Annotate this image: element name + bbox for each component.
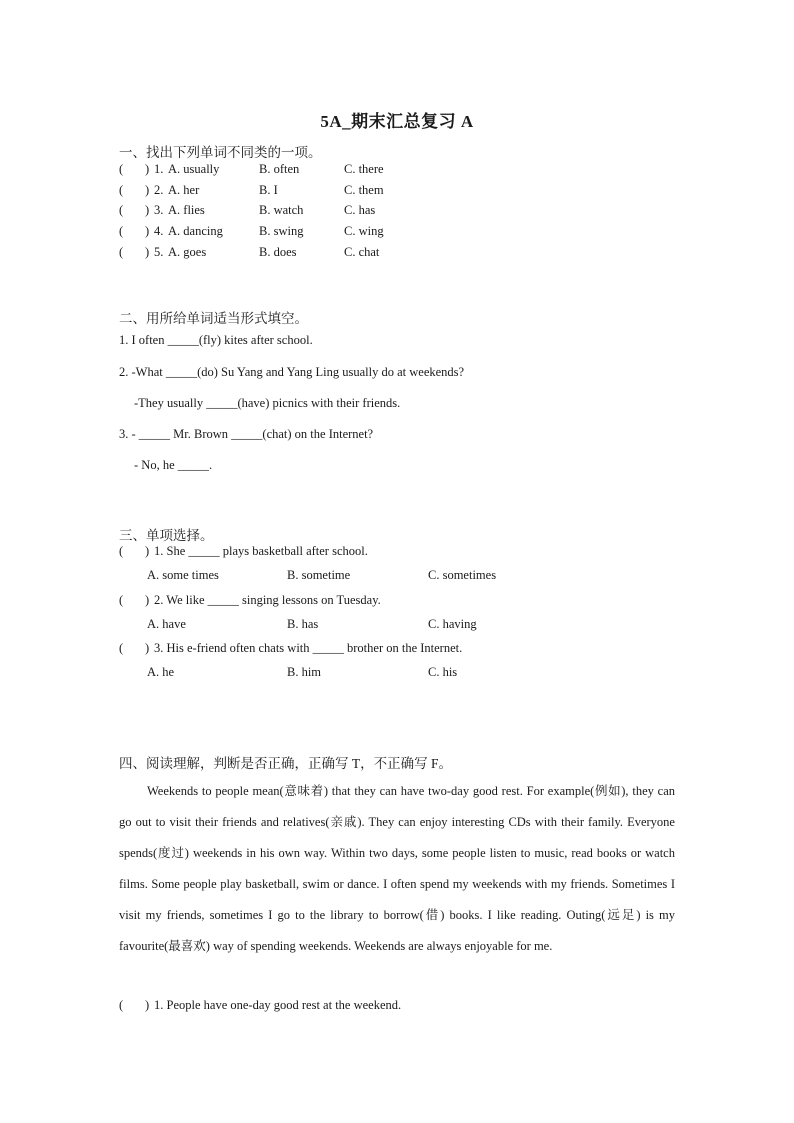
option-b: B. does xyxy=(259,245,297,259)
option-a: A. have xyxy=(147,617,186,631)
option-b: B. has xyxy=(287,617,319,631)
paren-open: ( xyxy=(119,641,124,655)
fill-blank-line: 3. - _____ Mr. Brown _____(chat) on the Internet? xyxy=(119,427,374,441)
option-c: C. them xyxy=(344,183,384,197)
page-title: 5A_期末汇总复习 A xyxy=(320,112,474,131)
option-a: A. her xyxy=(168,183,200,197)
item-number: 5. xyxy=(154,245,164,259)
question-text: 1. People have one-day good rest at the weekend. xyxy=(154,998,402,1012)
paren-close: ) xyxy=(145,593,150,607)
option-c: C. there xyxy=(344,162,384,176)
option-a: A. dancing xyxy=(168,224,223,238)
option-a: A. he xyxy=(147,665,175,679)
option-b: B. him xyxy=(287,665,322,679)
paren-close: ) xyxy=(145,183,150,197)
option-a: A. some times xyxy=(147,568,219,582)
fill-blank-line: 1. I often _____(fly) kites after school. xyxy=(119,333,313,347)
question-stem: 2. We like _____ singing lessons on Tuesday. xyxy=(154,593,381,607)
paren-open: ( xyxy=(119,544,124,558)
option-b: B. I xyxy=(259,183,278,197)
item-number: 1. xyxy=(154,162,164,176)
option-c: C. having xyxy=(428,617,477,631)
option-c: C. wing xyxy=(344,224,384,238)
paren-open: ( xyxy=(119,203,124,217)
section-2-heading: 二、用所给单词适当形式填空。 xyxy=(119,311,308,326)
item-number: 3. xyxy=(154,203,164,217)
paren-open: ( xyxy=(119,245,124,259)
option-c: C. has xyxy=(344,203,376,217)
paren-open: ( xyxy=(119,593,124,607)
section-3-heading: 三、单项选择。 xyxy=(119,528,214,543)
fill-blank-line: -They usually _____(have) picnics with their friends. xyxy=(134,396,401,410)
option-b: B. sometime xyxy=(287,568,351,582)
paren-close: ) xyxy=(145,162,150,176)
question-stem: 3. His e-friend often chats with _____ brother on the Internet. xyxy=(154,641,463,655)
paren-open: ( xyxy=(119,224,124,238)
paren-close: ) xyxy=(145,641,150,655)
option-c: C. chat xyxy=(344,245,380,259)
item-number: 4. xyxy=(154,224,164,238)
paren-close: ) xyxy=(145,998,150,1012)
passage-text: Weekends to people mean(意味着) that they can have two-day good rest. For example(例如), they can go out to visit their friends and relatives(亲戚). They can enjoy interesting CDs with their family. Everyone spends(度过) weekends in his own way. Within two days, some people listen to music, read books or watch films. Some people play basketball, swim or dance. I often spend my weekends with my friends. Sometimes I visit my friends, sometimes I go to the library to borrow(借) books. I like reading. Outing(远足) is my favourite(最喜欢) way of spending weekends. Weekends are always enjoyable for me. xyxy=(119,784,675,953)
fill-blank-line: 2. -What _____(do) Su Yang and Yang Ling usually do at weekends? xyxy=(119,365,465,379)
option-b: B. swing xyxy=(259,224,304,238)
option-a: A. usually xyxy=(168,162,220,176)
paren-close: ) xyxy=(145,245,150,259)
section-4-heading: 四、阅读理解，判断是否正确，正确写 T，不正确写 F。 xyxy=(119,756,453,771)
item-number: 2. xyxy=(154,183,164,197)
section-1-heading: 一、找出下列单词不同类的一项。 xyxy=(119,145,322,160)
paren-open: ( xyxy=(119,183,124,197)
reading-passage xyxy=(119,776,675,962)
question-stem: 1. She _____ plays basketball after school. xyxy=(154,544,368,558)
paren-close: ) xyxy=(145,203,150,217)
option-a: A. flies xyxy=(168,203,205,217)
paren-close: ) xyxy=(145,224,150,238)
paren-open: ( xyxy=(119,162,124,176)
option-b: B. watch xyxy=(259,203,304,217)
option-a: A. goes xyxy=(168,245,207,259)
paren-open: ( xyxy=(119,998,124,1012)
option-b: B. often xyxy=(259,162,300,176)
option-c: C. his xyxy=(428,665,458,679)
paren-close: ) xyxy=(145,544,150,558)
option-c: C. sometimes xyxy=(428,568,497,582)
fill-blank-line: - No, he _____. xyxy=(134,458,213,472)
